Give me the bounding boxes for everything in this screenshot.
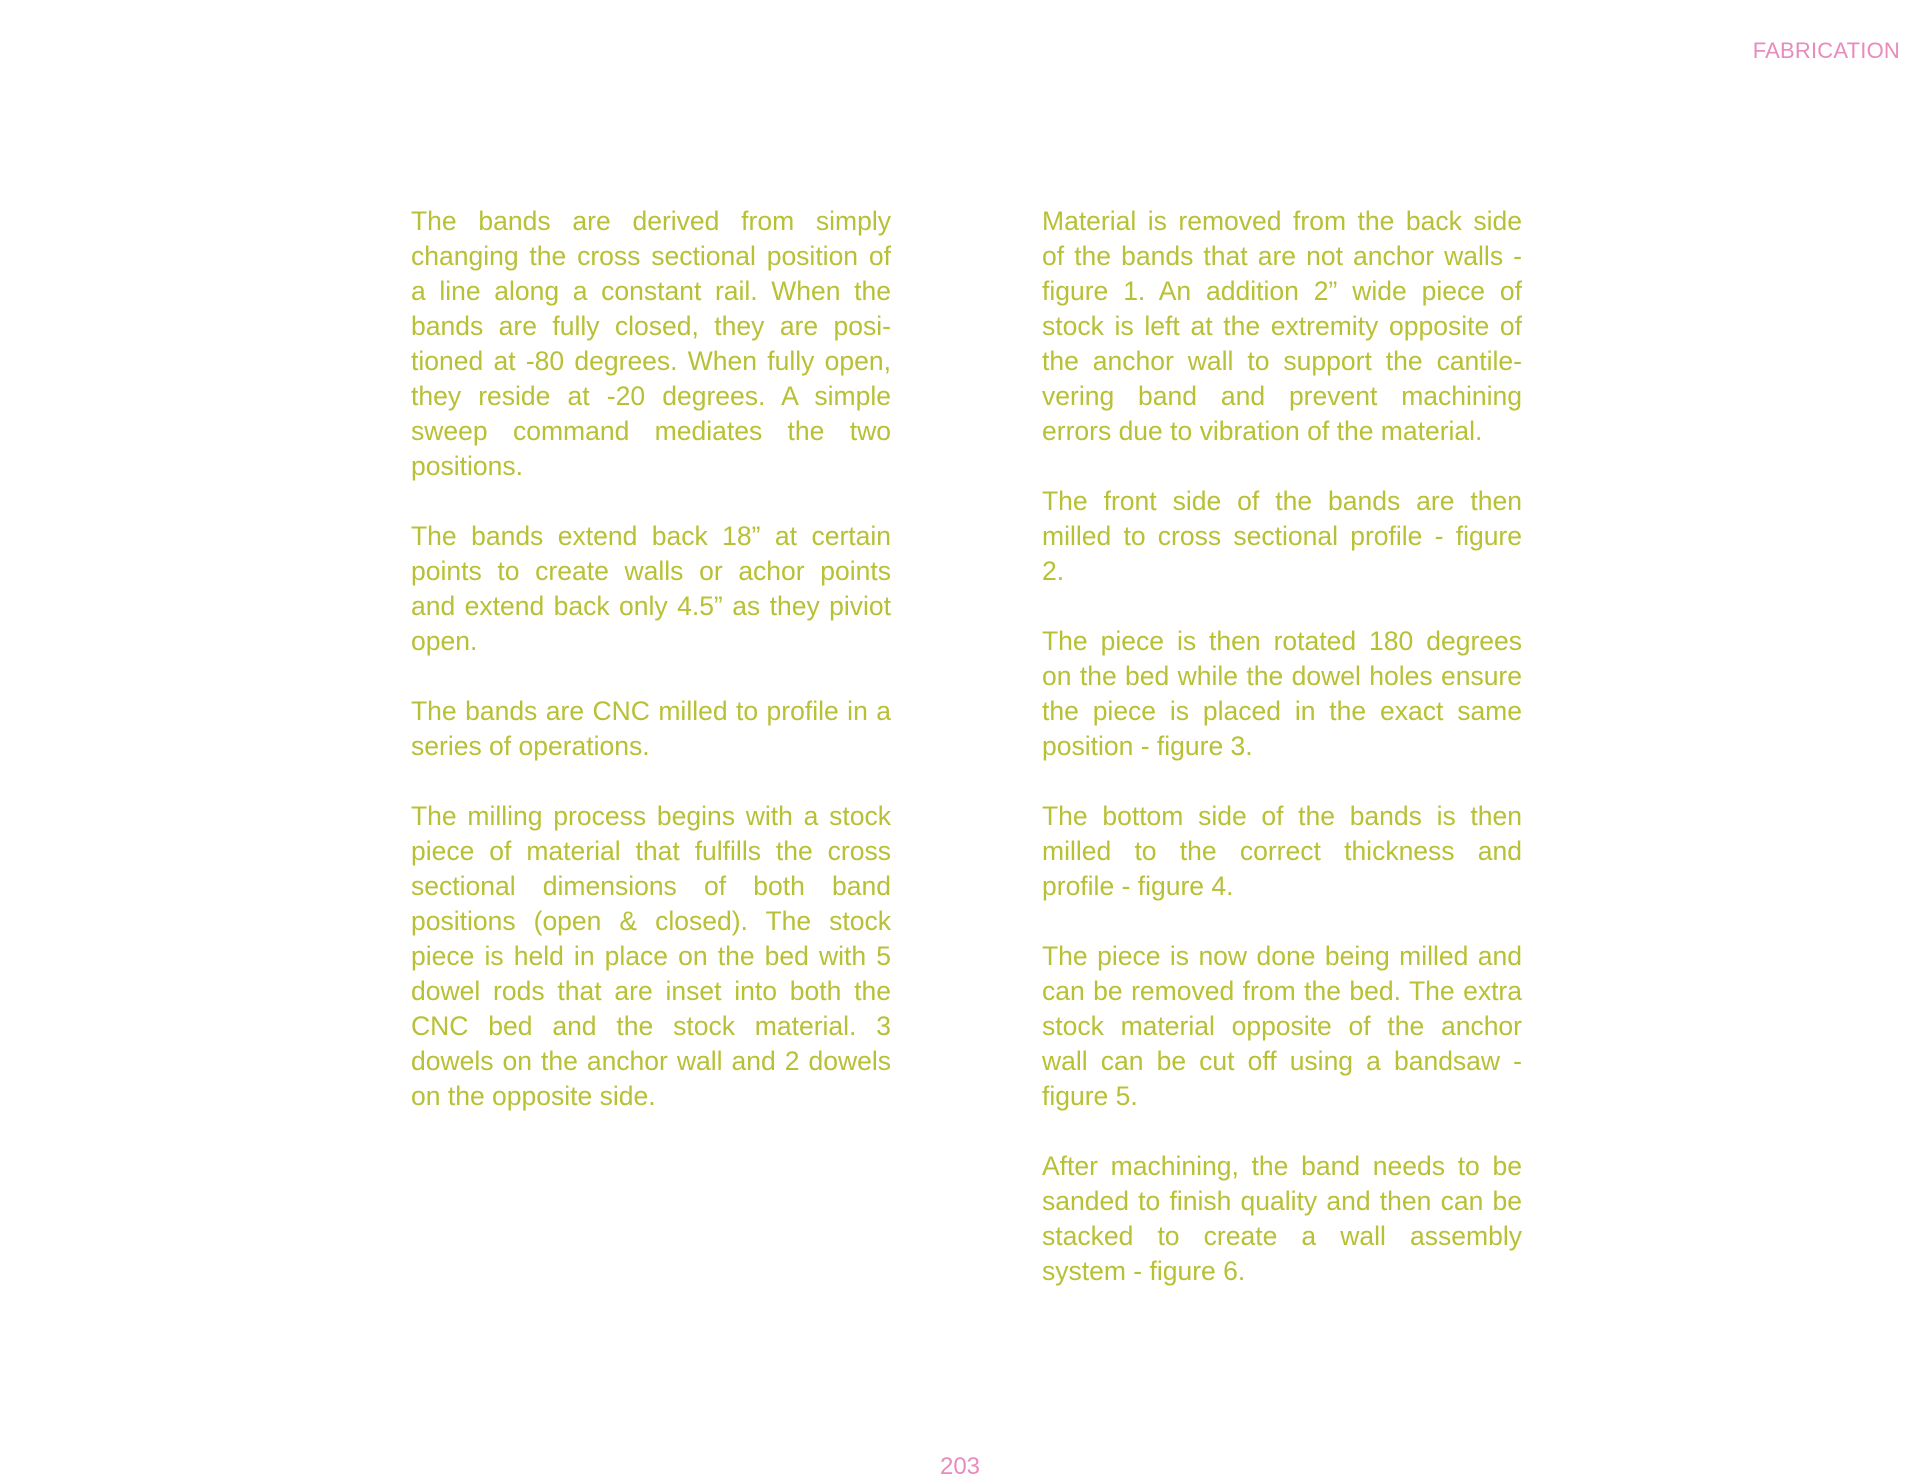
paragraph: The bottom side of the bands is then milled to the correct thickness and profile - figure 4. (1042, 801, 1522, 901)
paragraph: Material is removed from the back side of the bands that are not anchor walls - figure 1. An addition 2” wide piece of stock is left at the extremity opposite of the anchor wall to support the cantilevering band and prevent machining errors due to vibration of the material. (1042, 206, 1522, 446)
paragraph: The bands are derived from simply changing the cross sectional position of a line along a constant rail. When the bands are fully closed, they are positioned at -80 degrees. When fully open, they reside at -20 degrees. A simple sweep command mediates the two positions. (411, 206, 891, 481)
paragraph: The piece is now done being milled and can be removed from the bed. The extra stock material opposite of the anchor wall can be cut off using a bandsaw - figure 5. (1042, 941, 1522, 1111)
paragraph: The bands extend back 18” at certain points to create walls or achor points and extend back only 4.5” as they piviot open. (411, 521, 891, 656)
page-number: 203 (939, 1453, 981, 1480)
paragraph: The milling process begins with a stock piece of material that fulfills the cross sectional dimensions of both band positions (open & closed). The stock piece is held in place on the bed with 5 dowel rods that are inset into both the CNC bed and the stock material. 3 dowels on the anchor wall and 2 dowels on the opposite side. (411, 801, 891, 1111)
paragraph: After machining, the band needs to be sanded to finish quality and then can be stacked to create a wall assembly system - figure 6. (1042, 1151, 1522, 1286)
paragraph: The front side of the bands are then milled to cross sectional profile - figure 2. (1042, 486, 1522, 586)
paragraph: The piece is then rotated 180 degrees on the bed while the dowel holes ensure the piece is placed in the exact same position - figure 3. (1042, 626, 1522, 761)
left-text-column (411, 204, 891, 1114)
section-label: FABRICATION (1752, 38, 1900, 63)
right-text-column (1042, 204, 1522, 1289)
paragraph: The bands are CNC milled to profile in a series of operations. (411, 696, 891, 761)
